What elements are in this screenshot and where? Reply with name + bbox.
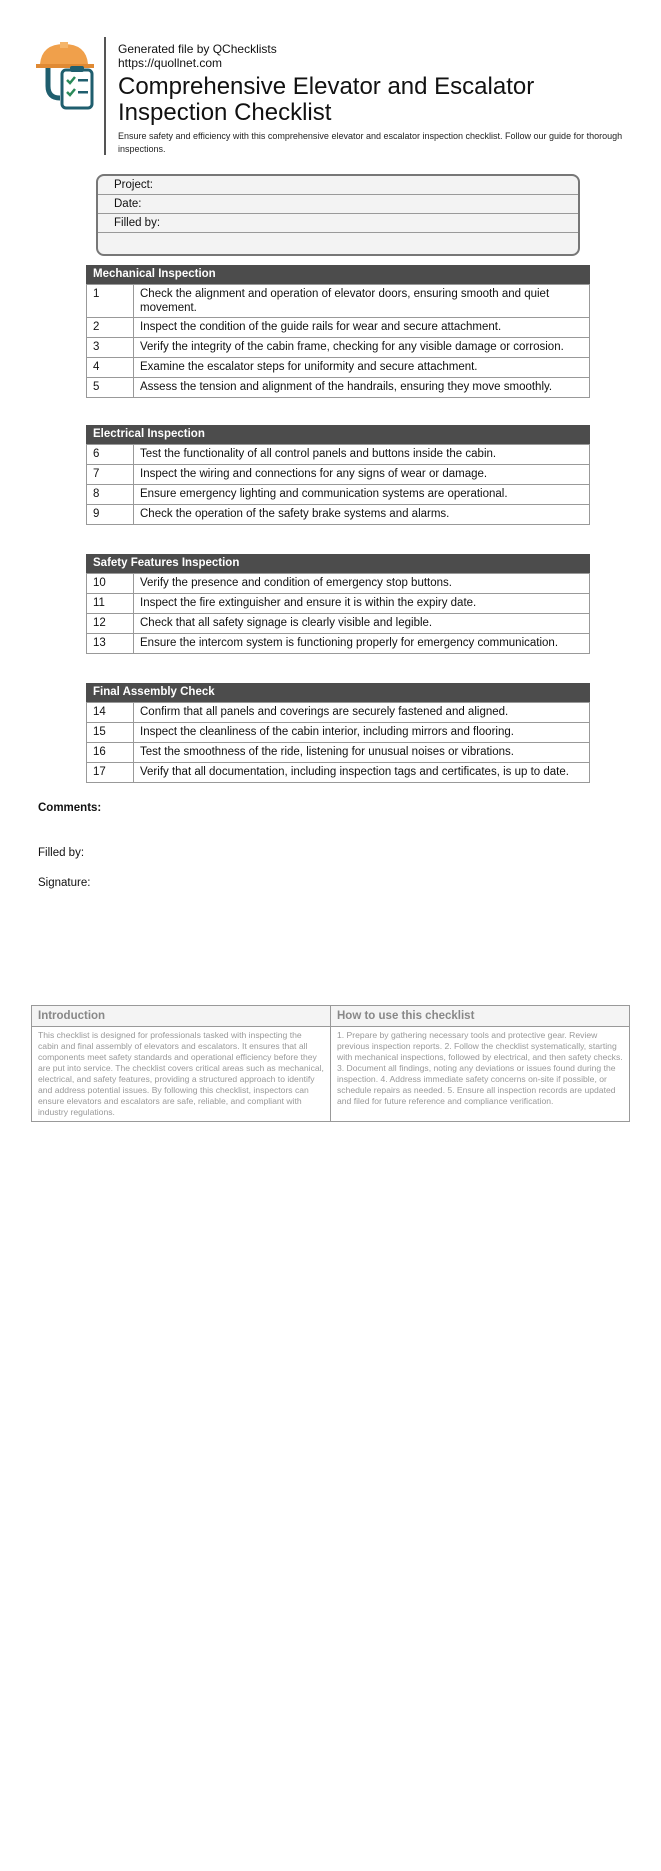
item-number: 9 [87, 505, 134, 525]
how-to-use-heading: How to use this checklist [331, 1006, 630, 1027]
item-number: 6 [87, 445, 134, 465]
item-text: Inspect the condition of the guide rails for wear and secure attachment. [134, 318, 590, 338]
checklist-table [86, 573, 590, 654]
how-to-use-text: 1. Prepare by gathering necessary tools and protective gear. Review previous inspection reports. 2. Follow the checklist systematically, starting with mechanical inspections, followed by electrical, and then safety checks. 3. Document all findings, noting any deviations or issues found during the inspection. 4. Address immediate safety concerns on-site if possible, or schedule repairs as needed. 5. Ensure all inspection records are updated and filed for future reference and compliance verification. [331, 1027, 630, 1122]
section-header: Safety Features Inspection [86, 554, 590, 573]
introduction-text: This checklist is designed for professionals tasked with inspecting the cabin and final assembly of elevators and escalators. It ensures that all components meet safety standards and operational efficiency before they are put into service. The checklist covers critical areas such as mechanical, electrical, and safety features, providing a structured approach to identify and address potential issues. By following this checklist, inspectors can ensure elevators and escalators are safe, reliable, and compliant with industry regulations. [32, 1027, 331, 1122]
item-text: Check the operation of the safety brake systems and alarms. [134, 505, 590, 525]
item-text: Confirm that all panels and coverings are securely fastened and aligned. [134, 703, 590, 723]
info-table [31, 1005, 630, 1122]
item-text: Check that all safety signage is clearly visible and legible. [134, 614, 590, 634]
section-header: Final Assembly Check [86, 683, 590, 702]
qchecklists-logo-icon [34, 40, 102, 112]
document-title: Comprehensive Elevator and Escalator Inspection Checklist [118, 73, 535, 126]
checklist-row[interactable] [87, 614, 590, 634]
introduction-heading: Introduction [32, 1006, 331, 1027]
item-text: Examine the escalator steps for uniformity and secure attachment. [134, 358, 590, 378]
item-text: Verify the integrity of the cabin frame, checking for any visible damage or corrosion. [134, 338, 590, 358]
item-text: Test the smoothness of the ride, listening for unusual noises or vibrations. [134, 743, 590, 763]
generated-by-text: Generated file by QChecklists [118, 42, 277, 56]
item-number: 15 [87, 723, 134, 743]
header-divider [104, 37, 106, 155]
project-field[interactable]: Project: [98, 176, 578, 195]
document-header [118, 42, 638, 156]
date-field[interactable]: Date: [98, 195, 578, 214]
item-number: 17 [87, 763, 134, 783]
section-mechanical-inspection [86, 265, 590, 398]
checklist-row[interactable] [87, 743, 590, 763]
filled-by-label: Filled by: [38, 847, 85, 859]
section-header: Mechanical Inspection [86, 265, 590, 284]
item-text: Ensure the intercom system is functioning properly for emergency communication. [134, 634, 590, 654]
item-text: Check the alignment and operation of elevator doors, ensuring smooth and quiet movement. [134, 285, 590, 318]
item-number: 14 [87, 703, 134, 723]
section-safety-features-inspection [86, 554, 590, 654]
checklist-row[interactable] [87, 445, 590, 465]
document-description: Ensure safety and efficiency with this comprehensive elevator and escalator inspection checklist. Follow our guide for thorough inspections. [118, 131, 623, 154]
item-number: 12 [87, 614, 134, 634]
section-final-assembly-check [86, 683, 590, 783]
item-text: Inspect the fire extinguisher and ensure it is within the expiry date. [134, 594, 590, 614]
comments-label: Comments: [38, 802, 102, 814]
item-number: 1 [87, 285, 134, 318]
checklist-row[interactable] [87, 358, 590, 378]
item-text: Assess the tension and alignment of the handrails, ensuring they move smoothly. [134, 378, 590, 398]
checklist-row[interactable] [87, 634, 590, 654]
checklist-row[interactable] [87, 285, 590, 318]
item-number: 11 [87, 594, 134, 614]
filled-by-field[interactable]: Filled by: [98, 214, 578, 233]
checklist-table [86, 702, 590, 783]
checklist-row[interactable] [87, 465, 590, 485]
checklist-row[interactable] [87, 763, 590, 783]
checklist-row[interactable] [87, 318, 590, 338]
info-blank-row [98, 233, 578, 251]
checklist-row[interactable] [87, 574, 590, 594]
checklist-table [86, 444, 590, 525]
checklist-row[interactable] [87, 485, 590, 505]
checklist-row[interactable] [87, 594, 590, 614]
checklist-row[interactable] [87, 378, 590, 398]
checklist-row[interactable] [87, 703, 590, 723]
section-electrical-inspection [86, 425, 590, 525]
item-text: Verify the presence and condition of emergency stop buttons. [134, 574, 590, 594]
project-info-box [96, 174, 580, 256]
checklist-row[interactable] [87, 338, 590, 358]
item-text: Verify that all documentation, including inspection tags and certificates, is up to date. [134, 763, 590, 783]
checklist-table [86, 284, 590, 398]
item-number: 5 [87, 378, 134, 398]
item-number: 7 [87, 465, 134, 485]
item-number: 13 [87, 634, 134, 654]
item-text: Test the functionality of all control panels and buttons inside the cabin. [134, 445, 590, 465]
item-number: 10 [87, 574, 134, 594]
source-url-link[interactable]: https://quollnet.com [118, 56, 223, 70]
checklist-row[interactable] [87, 723, 590, 743]
item-text: Inspect the wiring and connections for any signs of wear or damage. [134, 465, 590, 485]
item-number: 4 [87, 358, 134, 378]
item-number: 3 [87, 338, 134, 358]
section-header: Electrical Inspection [86, 425, 590, 444]
item-number: 16 [87, 743, 134, 763]
checklist-row[interactable] [87, 505, 590, 525]
item-number: 8 [87, 485, 134, 505]
signature-label: Signature: [38, 877, 91, 889]
item-number: 2 [87, 318, 134, 338]
item-text: Inspect the cleanliness of the cabin interior, including mirrors and flooring. [134, 723, 590, 743]
item-text: Ensure emergency lighting and communication systems are operational. [134, 485, 590, 505]
